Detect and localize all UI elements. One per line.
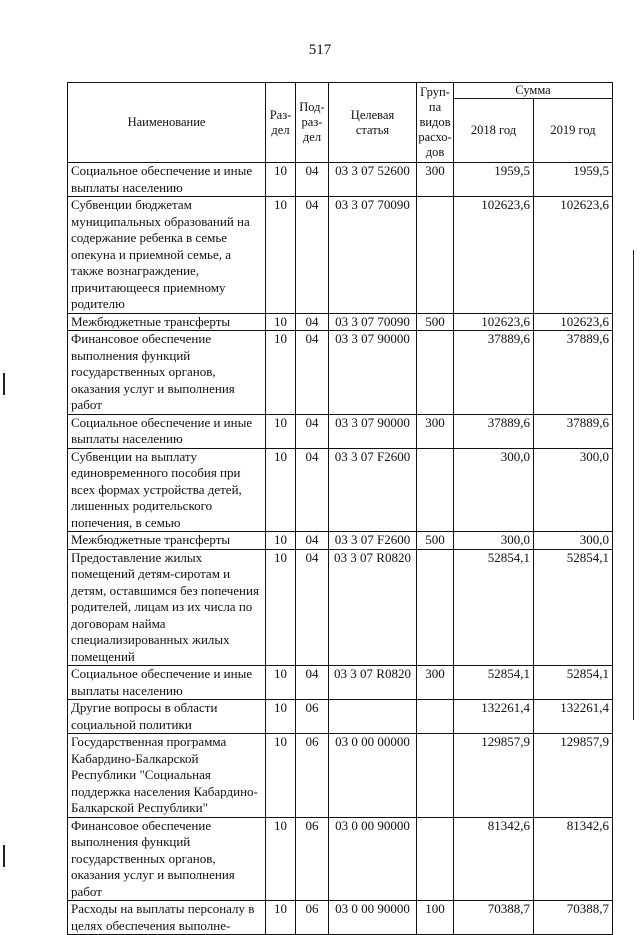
cell-sum-2019: 132261,4 <box>534 700 613 734</box>
cell-name: Финансовое обеспечение выполнения функций государственных органов, оказания услуг и выполнения работ <box>68 817 266 901</box>
table-row <box>68 448 613 532</box>
cell-name: Предоставление жилых помещений детям-сиротам и детям, оставшимся без попечения родителей, лицам из их числа по договорам найма специализированных жилых помещений <box>68 549 266 666</box>
table-row <box>68 197 613 314</box>
cell-subsection: 04 <box>296 549 329 666</box>
cell-section: 10 <box>266 901 296 935</box>
cell-name: Социальное обеспечение и иные выплаты населению <box>68 414 266 448</box>
cell-sum-2019: 37889,6 <box>534 331 613 415</box>
cell-sum-2018: 70388,7 <box>454 901 534 935</box>
cell-subsection: 06 <box>296 700 329 734</box>
margin-mark <box>3 373 5 395</box>
cell-expense-group <box>417 549 454 666</box>
cell-sum-2019: 52854,1 <box>534 549 613 666</box>
cell-section: 10 <box>266 817 296 901</box>
cell-expense-group: 100 <box>417 901 454 935</box>
table-row <box>68 532 613 550</box>
cell-target-article: 03 3 07 70090 <box>329 197 417 314</box>
cell-sum-2019: 300,0 <box>534 532 613 550</box>
table-header <box>68 83 613 163</box>
margin-line <box>633 250 634 720</box>
cell-subsection: 04 <box>296 448 329 532</box>
cell-subsection: 04 <box>296 163 329 197</box>
cell-subsection: 04 <box>296 414 329 448</box>
cell-sum-2019: 129857,9 <box>534 734 613 818</box>
cell-section: 10 <box>266 448 296 532</box>
cell-subsection: 04 <box>296 666 329 700</box>
cell-sum-2019: 102623,6 <box>534 313 613 331</box>
table-row <box>68 549 613 666</box>
cell-subsection: 06 <box>296 901 329 935</box>
cell-section: 10 <box>266 313 296 331</box>
budget-table <box>67 82 613 935</box>
table-row <box>68 666 613 700</box>
cell-section: 10 <box>266 331 296 415</box>
cell-expense-group: 300 <box>417 666 454 700</box>
cell-expense-group <box>417 700 454 734</box>
cell-target-article: 03 3 07 70090 <box>329 313 417 331</box>
cell-target-article: 03 3 07 90000 <box>329 331 417 415</box>
table-row <box>68 734 613 818</box>
cell-target-article: 03 3 07 52600 <box>329 163 417 197</box>
cell-target-article: 03 3 07 90000 <box>329 414 417 448</box>
cell-sum-2018: 102623,6 <box>454 197 534 314</box>
cell-sum-2018: 37889,6 <box>454 331 534 415</box>
cell-name: Социальное обеспечение и иные выплаты населению <box>68 666 266 700</box>
cell-sum-2019: 300,0 <box>534 448 613 532</box>
table-row <box>68 901 613 935</box>
cell-target-article: 03 0 00 00000 <box>329 734 417 818</box>
header-target-article: Целевая статья <box>329 83 417 163</box>
cell-sum-2018: 129857,9 <box>454 734 534 818</box>
cell-name: Другие вопросы в области социальной политики <box>68 700 266 734</box>
header-name: Наименование <box>68 83 266 163</box>
table-row <box>68 414 613 448</box>
cell-sum-2019: 37889,6 <box>534 414 613 448</box>
cell-sum-2018: 1959,5 <box>454 163 534 197</box>
header-year-2018: 2018 год <box>454 99 534 163</box>
margin-mark <box>3 845 5 867</box>
page-number: 517 <box>308 42 332 58</box>
cell-sum-2019: 1959,5 <box>534 163 613 197</box>
cell-target-article: 03 3 07 F2600 <box>329 448 417 532</box>
header-sum: Сумма <box>454 83 613 99</box>
table-row <box>68 163 613 197</box>
cell-name: Расходы на выплаты персоналу в целях обеспечения выполне- <box>68 901 266 935</box>
cell-expense-group: 300 <box>417 414 454 448</box>
cell-target-article: 03 0 00 90000 <box>329 901 417 935</box>
header-year-2019: 2019 год <box>534 99 613 163</box>
cell-subsection: 04 <box>296 197 329 314</box>
cell-name: Субвенции на выплату единовременного пособия при всех формах устройства детей, лишенных родительского попечения, в семью <box>68 448 266 532</box>
cell-subsection: 06 <box>296 817 329 901</box>
cell-section: 10 <box>266 197 296 314</box>
cell-section: 10 <box>266 734 296 818</box>
header-section: Раз- дел <box>266 83 296 163</box>
cell-sum-2019: 81342,6 <box>534 817 613 901</box>
cell-subsection: 04 <box>296 532 329 550</box>
cell-target-article: 03 0 00 90000 <box>329 817 417 901</box>
cell-name: Межбюджетные трансферты <box>68 532 266 550</box>
cell-target-article <box>329 700 417 734</box>
table-row <box>68 700 613 734</box>
header-subsection: Под- раз- дел <box>296 83 329 163</box>
cell-section: 10 <box>266 414 296 448</box>
cell-sum-2018: 37889,6 <box>454 414 534 448</box>
table-row <box>68 331 613 415</box>
header-expense-group: Груп- па видов расхо- дов <box>417 83 454 163</box>
cell-expense-group: 500 <box>417 532 454 550</box>
cell-section: 10 <box>266 666 296 700</box>
cell-section: 10 <box>266 549 296 666</box>
cell-section: 10 <box>266 700 296 734</box>
cell-section: 10 <box>266 532 296 550</box>
cell-subsection: 04 <box>296 331 329 415</box>
table-body <box>68 163 613 935</box>
cell-name: Межбюджетные трансферты <box>68 313 266 331</box>
cell-name: Финансовое обеспечение выполнения функций государственных органов, оказания услуг и выполнения работ <box>68 331 266 415</box>
cell-expense-group <box>417 331 454 415</box>
cell-expense-group <box>417 734 454 818</box>
cell-name: Субвенции бюджетам муниципальных образований на содержание ребенка в семье опекуна и приемной семье, а также вознаграждение, причитающееся приемному родителю <box>68 197 266 314</box>
cell-sum-2018: 52854,1 <box>454 549 534 666</box>
cell-sum-2018: 132261,4 <box>454 700 534 734</box>
cell-sum-2018: 81342,6 <box>454 817 534 901</box>
cell-sum-2019: 70388,7 <box>534 901 613 935</box>
cell-name: Социальное обеспечение и иные выплаты населению <box>68 163 266 197</box>
cell-target-article: 03 3 07 R0820 <box>329 549 417 666</box>
cell-expense-group <box>417 448 454 532</box>
cell-sum-2019: 102623,6 <box>534 197 613 314</box>
cell-sum-2018: 52854,1 <box>454 666 534 700</box>
cell-sum-2018: 102623,6 <box>454 313 534 331</box>
cell-expense-group: 300 <box>417 163 454 197</box>
cell-sum-2018: 300,0 <box>454 532 534 550</box>
cell-name: Государственная программа Кабардино-Балкарской Республики "Социальная поддержка населения Кабардино-Балкарской Республики" <box>68 734 266 818</box>
cell-subsection: 04 <box>296 313 329 331</box>
cell-expense-group <box>417 817 454 901</box>
cell-sum-2018: 300,0 <box>454 448 534 532</box>
cell-target-article: 03 3 07 R0820 <box>329 666 417 700</box>
cell-target-article: 03 3 07 F2600 <box>329 532 417 550</box>
cell-expense-group <box>417 197 454 314</box>
cell-subsection: 06 <box>296 734 329 818</box>
cell-sum-2019: 52854,1 <box>534 666 613 700</box>
table-row <box>68 313 613 331</box>
cell-expense-group: 500 <box>417 313 454 331</box>
table-row <box>68 817 613 901</box>
cell-section: 10 <box>266 163 296 197</box>
